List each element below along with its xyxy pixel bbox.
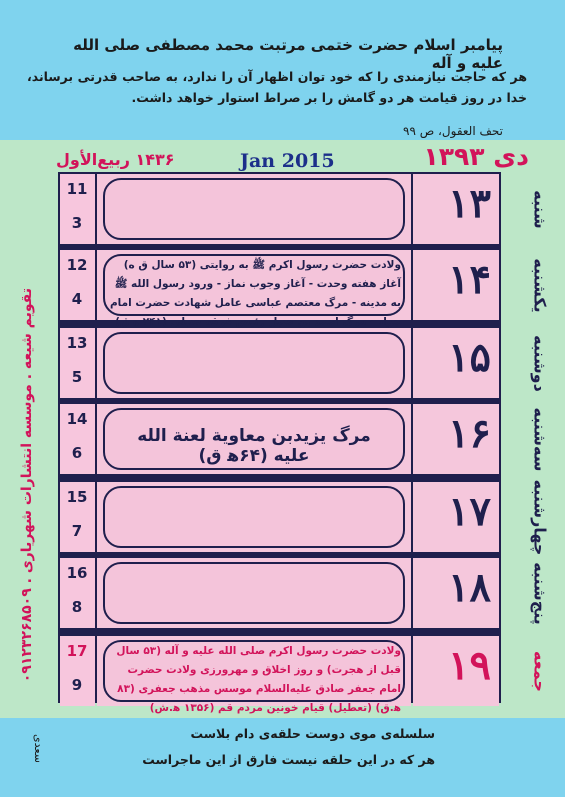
date-cell-secondary — [60, 558, 95, 628]
event-text: ولادت حضرت رسول اکرم صلی الله علیه و آله (۵۳ سال قبل از هجرت) و روز اخلاق و مهرورزی ولادت حضرت امام جعفر صادق علیه‌السلام موسس مذهب جعفری (۸۳ ه‍.ق) (تعطیل) قیام خونین مردم قم (۱۳۵۶ ه‍.ش) — [116, 645, 401, 714]
gregorian-day-number: 5 — [71, 368, 83, 386]
weekday-label: شنبه — [530, 190, 550, 229]
persian-day-cell — [413, 174, 499, 244]
persian-day-number: ۱۶ — [448, 410, 491, 457]
gregorian-day-number: 4 — [71, 290, 83, 308]
persian-day-cell — [413, 250, 499, 320]
gregorian-day-number: 7 — [71, 522, 83, 540]
event-frame — [103, 486, 405, 548]
weekday-label: دوشنبه — [530, 335, 550, 392]
calendar-row — [60, 250, 499, 328]
weekday-label: جمعه — [530, 651, 550, 692]
weekday-label: چهارشنبه — [530, 479, 550, 556]
gregorian-month-title: Jan 2015 — [240, 150, 335, 172]
event-cell — [97, 558, 411, 628]
event-frame — [103, 178, 405, 240]
event-cell — [97, 404, 411, 474]
calendar-row — [60, 174, 499, 244]
event-text: ولادت حضرت رسول اکرم ﷺ به روایتی (۵۳ سال ق ه) آغاز هفته وحدت - آغاز وجوب نماز - ورود رسول الله ﷺ به مدینه - مرگ معتصم عباسی عامل شهادت حضرت امام جواد - مرگ احمد بن حنبل رئیس فرقه حنبلی (۲۴۱ ه ق) — [109, 259, 401, 328]
persian-day-number: ۱۷ — [448, 488, 491, 535]
persian-month-title: دی ۱۳۹۳ — [423, 142, 529, 171]
hadith-title: پیامبر اسلام حضرت ختمی مرتبت محمد مصطفی صلی الله علیه و آله — [73, 36, 503, 72]
persian-day-cell — [413, 328, 499, 398]
gregorian-day-number: 6 — [71, 444, 83, 462]
weekday-label: یکشنبه — [530, 258, 550, 313]
lunar-day-number: 17 — [66, 642, 88, 660]
lunar-day-number: 16 — [66, 564, 88, 582]
date-cell-secondary — [60, 174, 95, 244]
event-cell — [97, 482, 411, 552]
lunar-month-title: ۱۴۳۶ ربیع‌الأول — [56, 150, 175, 169]
persian-day-number: ۱۸ — [448, 564, 491, 611]
lunar-day-number: 14 — [66, 410, 88, 428]
gregorian-day-number: 8 — [71, 598, 83, 616]
hadith-text: هر که حاجت نیازمندی را که خود توان اظهار آن را ندارد، به صاحب قدرتی برساند، خدا در روز قیامت هر دو گامش را بر صراط استوار خواهد داشت. — [27, 69, 527, 105]
date-cell-secondary — [60, 328, 95, 398]
weekday-label: پنج‌شنبه — [530, 562, 550, 625]
persian-day-number: ۱۵ — [448, 334, 491, 381]
calendar-row — [60, 404, 499, 474]
event-frame — [103, 562, 405, 624]
persian-day-cell — [413, 404, 499, 474]
publisher-side-text: تقویم شیعه . موسسه انتشارات شهریاری . ۰۹۱۲۳۲۶۸۵۰۹ — [19, 288, 35, 683]
event-cell — [97, 174, 411, 244]
date-cell-secondary — [60, 482, 95, 552]
event-text: مرگ یزیدبن معاویة لعنة الله علیه (۶۴ه‍ ق) — [137, 426, 371, 466]
event-cell — [97, 636, 411, 714]
calendar-row — [60, 328, 499, 398]
poem-line-2: هر که در این حلقه نیست فارق از این ماجراست — [142, 752, 435, 767]
gregorian-day-number: 9 — [71, 676, 83, 694]
persian-day-cell — [413, 558, 499, 628]
poem-line-1: سلسله‌ی موی دوست حلقه‌ی دام بلاست — [190, 726, 435, 741]
date-cell-secondary — [60, 404, 95, 474]
date-cell-secondary — [60, 250, 95, 320]
lunar-day-number: 13 — [66, 334, 88, 352]
weekday-label: سه‌شنبه — [530, 407, 550, 472]
persian-day-number: ۱۹ — [448, 642, 491, 689]
persian-day-number: ۱۳ — [448, 180, 491, 227]
calendar-row — [60, 558, 499, 628]
lunar-day-number: 11 — [66, 180, 88, 198]
lunar-day-number: 12 — [66, 256, 88, 274]
calendar-row — [60, 482, 499, 552]
persian-day-cell — [413, 636, 499, 706]
calendar-row — [60, 636, 499, 714]
lunar-day-number: 15 — [66, 488, 88, 506]
poet-name: سعدی — [31, 734, 45, 763]
hadith-source: تحف العقول، ص ۹۹ — [403, 124, 503, 138]
gregorian-day-number: 3 — [71, 214, 83, 232]
event-cell — [97, 250, 411, 328]
persian-day-number: ۱۴ — [448, 256, 491, 303]
persian-day-cell — [413, 482, 499, 552]
event-cell — [97, 328, 411, 398]
date-cell-secondary — [60, 636, 95, 706]
event-frame — [103, 332, 405, 394]
